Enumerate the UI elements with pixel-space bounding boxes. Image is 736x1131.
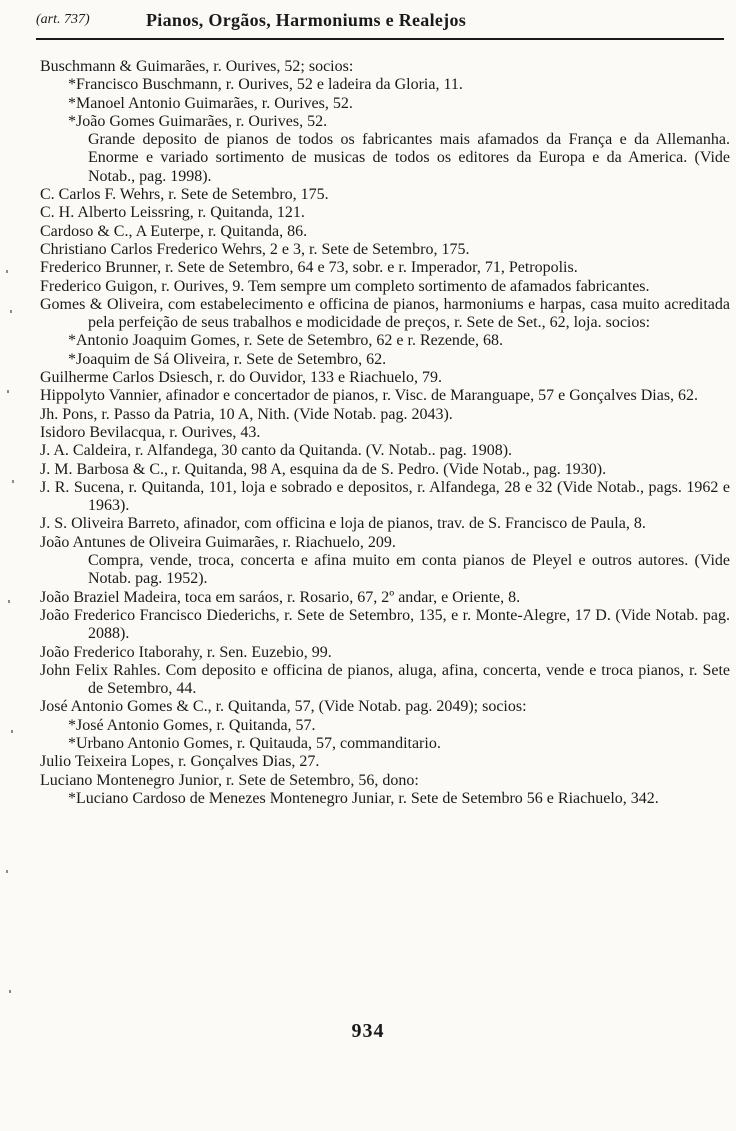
directory-entry: *Manoel Antonio Guimarães, r. Ourives, 52. <box>68 94 353 112</box>
directory-entry: John Felix Rahles. Com deposito e officina de pianos, aluga, afina, concerta, vende e troca pianos, r. Sete de Setembro, 44. <box>40 661 730 698</box>
page-number: 934 <box>351 1020 385 1042</box>
directory-entry: Hippolyto Vannier, afinador e concertador de pianos, r. Visc. de Maranguape, 57 e Gonçalves Dias, 62. <box>40 387 699 405</box>
directory-entry: C. H. Alberto Leissring, r. Quitanda, 121. <box>40 204 305 222</box>
directory-entry: *José Antonio Gomes, r. Quitanda, 57. <box>68 716 316 734</box>
directory-entry: José Antonio Gomes & C., r. Quitanda, 57, (Vide Notab. pag. 2049); socios: <box>40 698 527 716</box>
directory-entry: João Frederico Itaborahy, r. Sen. Euzebio, 99. <box>40 643 332 661</box>
directory-entry: Buschmann & Guimarães, r. Ourives, 52; socios: <box>40 58 354 75</box>
directory-entry: C. Carlos F. Wehrs, r. Sete de Setembro, 175. <box>40 186 329 204</box>
margin-specks <box>4 270 18 1050</box>
directory-entry: Compra, vende, troca, concerta e afina muito em conta pianos de Pleyel e outros autores. (Vide Notab. pag. 1952). <box>88 552 730 588</box>
section-title: Pianos, Orgãos, Harmoniums e Realejos <box>146 10 467 30</box>
directory-entry: J. A. Caldeira, r. Alfandega, 30 canto da Quitanda. (V. Notab.. pag. 1908). <box>40 442 513 460</box>
page-header <box>36 10 724 40</box>
directory-entry: *Urbano Antonio Gomes, r. Quitauda, 57, commanditario. <box>68 734 441 752</box>
directory-entry: Cardoso & C., A Euterpe, r. Quitanda, 86. <box>40 222 308 240</box>
directory-entry: Christiano Carlos Frederico Wehrs, 2 e 3, r. Sete de Setembro, 175. <box>40 240 470 258</box>
directory-entry: Frederico Brunner, r. Sete de Setembro, 64 e 73, sobr. e r. Imperador, 71, Petropolis. <box>40 259 578 277</box>
directory-entry: J. R. Sucena, r. Quitanda, 101, loja e sobrado e depositos, r. Alfandega, 28 e 32 (Vide Notab., pags. 1962 e 1963). <box>40 478 730 515</box>
directory-entry: *Francisco Buschmann, r. Ourives, 52 e ladeira da Gloria, 11. <box>68 76 463 94</box>
directory-entry: *Luciano Cardoso de Menezes Montenegro Juniar, r. Sete de Setembro 56 e Riachuelo, 342. <box>68 789 659 807</box>
directory-entry: João Frederico Francisco Diederichs, r. Sete de Setembro, 135, e r. Monte-Alegre, 17 D. (Vide Notab. pag. 2088). <box>40 606 730 643</box>
directory-entry: Julio Teixeira Lopes, r. Gonçalves Dias, 27. <box>40 753 320 771</box>
directory-entry: Grande deposito de pianos de todos os fabricantes mais afamados da França e da Allemanha. Enorme e variado sortimento de musicas de todos os editores da Europa e da America. (Vide Notab., pag. 1998). <box>88 131 730 185</box>
directory-entry: *Joaquim de Sá Oliveira, r. Sete de Setembro, 62. <box>68 350 387 368</box>
directory-entry: Guilherme Carlos Dsiesch, r. do Ouvidor, 133 e Riachuelo, 79. <box>40 369 442 387</box>
directory-entry: *João Gomes Guimarães, r. Ourives, 52. <box>68 112 328 130</box>
directory-entry: Frederico Guigon, r. Ourives, 9. Tem sempre um completo sortimento de afamados fabricantes. <box>40 277 650 295</box>
directory-entry: J. S. Oliveira Barreto, afinador, com officina e loja de pianos, trav. de S. Francisco de Paula, 8. <box>40 515 646 533</box>
directory-entry: Isidoro Bevilacqua, r. Ourives, 43. <box>40 423 261 441</box>
directory-entry: *Antonio Joaquim Gomes, r. Sete de Setembro, 62 e r. Rezende, 68. <box>68 332 504 350</box>
directory-entry: João Braziel Madeira, toca em saráos, r. Rosario, 67, 2º andar, e Oriente, 8. <box>40 588 521 606</box>
directory-entry: Jh. Pons, r. Passo da Patria, 10 A, Nith. (Vide Notab. pag. 2043). <box>40 405 453 423</box>
directory-entry: Gomes & Oliveira, com estabelecimento e officina de pianos, harmoniums e harpas, casa muito acreditada pela perfeição de seus trabalhos e modicidade de preços, r. Sete de Set., 62, loja. socios: <box>40 295 730 332</box>
directory-entry: J. M. Barbosa & C., r. Quitanda, 98 A, esquina da de S. Pedro. (Vide Notab., pag. 1930). <box>40 460 607 478</box>
directory-entry: Luciano Montenegro Junior, r. Sete de Setembro, 56, dono: <box>40 771 419 789</box>
directory-listing <box>40 58 730 808</box>
article-reference: (art. 737) <box>36 12 90 27</box>
directory-entry: João Antunes de Oliveira Guimarães, r. Riachuelo, 209. <box>40 533 396 551</box>
